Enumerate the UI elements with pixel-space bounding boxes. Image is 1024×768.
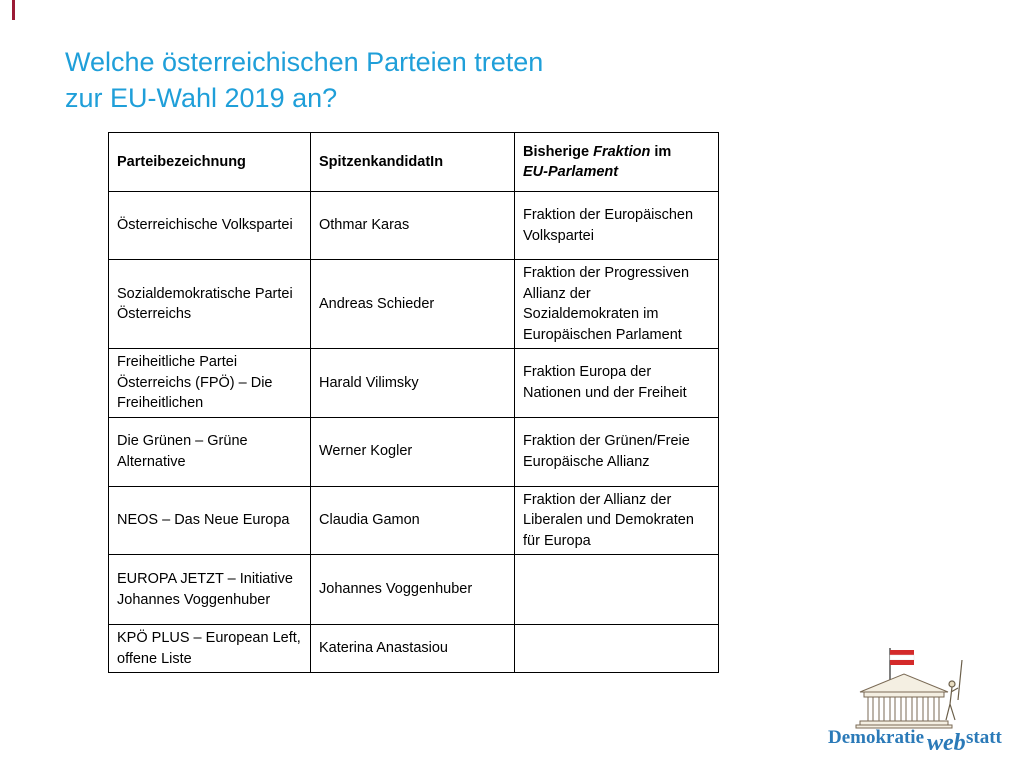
party-cell: Österreichische Volkspartei (109, 192, 311, 260)
demokratiewebstatt-logo (824, 640, 1014, 762)
candidate-cell: Othmar Karas (311, 192, 515, 260)
header-party: Parteibezeichnung (109, 133, 311, 192)
logo-word-statt: statt (966, 727, 1002, 748)
table-header-row (109, 133, 719, 192)
party-cell: KPÖ PLUS – European Left, offene Liste (109, 625, 311, 673)
candidate-cell: Claudia Gamon (311, 486, 515, 555)
party-cell: Freiheitliche Partei Österreichs (FPÖ) – Die Freiheitlichen (109, 349, 311, 418)
table-row (109, 555, 719, 625)
candidate-cell: Johannes Voggenhuber (311, 555, 515, 625)
austria-flag-icon (890, 650, 914, 665)
candidate-cell: Andreas Schieder (311, 260, 515, 349)
logo-word-web: web (927, 730, 966, 756)
logo-word-demokratie: Demokratie (828, 727, 925, 748)
faction-cell (515, 555, 719, 625)
table-row (109, 417, 719, 486)
candidate-cell: Katerina Anastasiou (311, 625, 515, 673)
table-row (109, 625, 719, 673)
table-row (109, 486, 719, 555)
party-cell: Sozialdemokratische Partei Österreichs (109, 260, 311, 349)
party-cell: Die Grünen – Grüne Alternative (109, 417, 311, 486)
party-cell: EUROPA JETZT – Initiative Johannes Voggenhuber (109, 555, 311, 625)
header-candidate: SpitzenkandidatIn (311, 133, 515, 192)
candidate-cell: Werner Kogler (311, 417, 515, 486)
table-row (109, 260, 719, 349)
parties-table (108, 132, 719, 673)
candidate-cell: Harald Vilimsky (311, 349, 515, 418)
slide-title (65, 44, 765, 116)
faction-cell: Fraktion Europa der Nationen und der Freiheit (515, 349, 719, 418)
slide-title-line-1: Welche österreichischen Parteien treten (65, 47, 544, 77)
faction-cell: Fraktion der Grünen/Freie Europäische Allianz (515, 417, 719, 486)
table-row (109, 192, 719, 260)
party-cell: NEOS – Das Neue Europa (109, 486, 311, 555)
top-accent-line (12, 0, 15, 20)
header-faction: Bisherige Fraktion im EU-Parlament (515, 133, 719, 192)
faction-cell: Fraktion der Progressiven Allianz der Sozialdemokraten im Europäischen Parlament (515, 260, 719, 349)
parliament-building-icon (856, 674, 952, 728)
faction-cell (515, 625, 719, 673)
faction-cell: Fraktion der Europäischen Volkspartei (515, 192, 719, 260)
faction-cell: Fraktion der Allianz der Liberalen und Demokraten für Europa (515, 486, 719, 555)
slide-title-line-2: zur EU-Wahl 2019 an? (65, 83, 338, 113)
table-row (109, 349, 719, 418)
statue-icon (946, 660, 962, 720)
